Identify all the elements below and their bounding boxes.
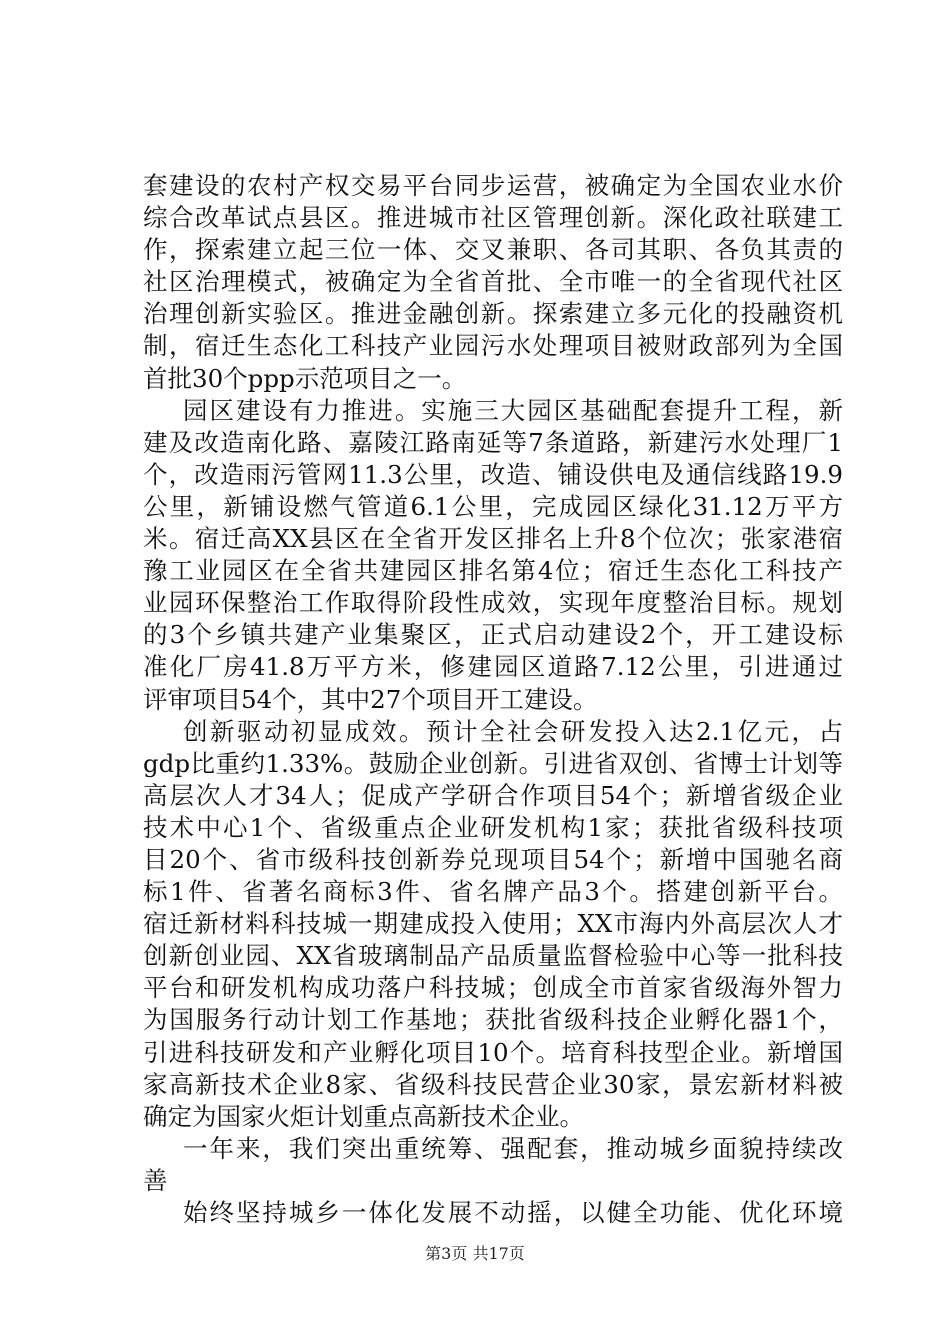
body-text bbox=[143, 170, 843, 1229]
text-line: 公里，新铺设燃气管道6.1公里，完成园区绿化31.12万平方 bbox=[143, 491, 843, 521]
text-line: 善 bbox=[143, 1165, 168, 1195]
paragraph bbox=[143, 1197, 843, 1229]
text-line: 园区建设有力推进。实施三大园区基础配套提升工程，新 bbox=[183, 395, 843, 425]
text-line: 高层次人才34人；促成产学研合作项目54个；新增省级企业 bbox=[143, 780, 843, 810]
text-line: 一年来，我们突出重统筹、强配套，推动城乡面貌持续改 bbox=[183, 1133, 843, 1163]
text-line: 引进科技研发和产业孵化项目10个。培育科技型企业。新增国 bbox=[143, 1037, 843, 1067]
text-line: 建及改造南化路、嘉陵江路南延等7条道路，新建污水处理厂1 bbox=[143, 427, 843, 457]
text-line: 制，宿迁生态化工科技产业园污水处理项目被财政部列为全国 bbox=[143, 331, 843, 361]
paragraph bbox=[143, 170, 843, 395]
text-line: 准化厂房41.8万平方米，修建园区道路7.12公里，引进通过 bbox=[143, 652, 843, 682]
text-line: 评审项目54个，其中27个项目开工建设。 bbox=[143, 684, 598, 714]
paragraph bbox=[143, 395, 843, 716]
text-line: 综合改革试点县区。推进城市社区管理创新。深化政社联建工 bbox=[143, 203, 843, 233]
paragraph bbox=[143, 1133, 843, 1197]
text-line: 宿迁新材料科技城一期建成投入使用；XX市海内外高层次人才 bbox=[143, 909, 843, 939]
text-line: gdp比重约1.33%。鼓励企业创新。引进省双创、省博士计划等 bbox=[143, 748, 843, 778]
text-line: 社区治理模式，被确定为全省首批、全市唯一的全省现代社区 bbox=[143, 267, 843, 297]
text-line: 创新创业园、XX省玻璃制品产品质量监督检验中心等一批科技 bbox=[143, 941, 843, 971]
text-line: 技术中心1个、省级重点企业研发机构1家；获批省级科技项 bbox=[143, 812, 843, 842]
text-line: 治理创新实验区。推进金融创新。探索建立多元化的投融资机 bbox=[143, 299, 843, 329]
text-line: 确定为国家火炬计划重点高新技术企业。 bbox=[143, 1101, 584, 1131]
text-line: 创新驱动初显成效。预计全社会研发投入达2.1亿元，占 bbox=[183, 716, 843, 746]
text-line: 始终坚持城乡一体化发展不动摇，以健全功能、优化环境 bbox=[183, 1198, 843, 1227]
text-line: 首批30个ppp示范项目之一。 bbox=[143, 363, 467, 393]
text-line: 平台和研发机构成功落户科技城；创成全市首家省级海外智力 bbox=[143, 973, 843, 1003]
text-line: 业园环保整治工作取得阶段性成效，实现年度整治目标。规划 bbox=[143, 588, 843, 618]
text-line: 套建设的农村产权交易平台同步运营，被确定为全国农业水价 bbox=[143, 171, 843, 200]
paragraph bbox=[143, 716, 843, 1133]
text-line: 个，改造雨污管网11.3公里，改造、铺设供电及通信线路19.9 bbox=[143, 459, 843, 489]
text-line: 为国服务行动计划工作基地；获批省级科技企业孵化器1个， bbox=[143, 1005, 843, 1035]
text-line: 作，探索建立起三位一体、交叉兼职、各司其职、各负其责的 bbox=[143, 235, 843, 265]
text-line: 米。宿迁高XX县区在全省开发区排名上升8个位次；张家港宿 bbox=[143, 524, 843, 554]
page-footer: 第3页 共17页 bbox=[425, 1244, 525, 1263]
text-line: 豫工业园区在全省共建园区排名第4位；宿迁生态化工科技产 bbox=[143, 556, 843, 586]
text-line: 目20个、省市级科技创新券兑现项目54个；新增中国驰名商 bbox=[143, 844, 843, 874]
text-line: 标1件、省著名商标3件、省名牌产品3个。搭建创新平台。 bbox=[143, 877, 843, 907]
text-line: 的3个乡镇共建产业集聚区，正式启动建设2个，开工建设标 bbox=[143, 620, 843, 650]
text-line: 家高新技术企业8家、省级科技民营企业30家，景宏新材料被 bbox=[143, 1069, 843, 1099]
